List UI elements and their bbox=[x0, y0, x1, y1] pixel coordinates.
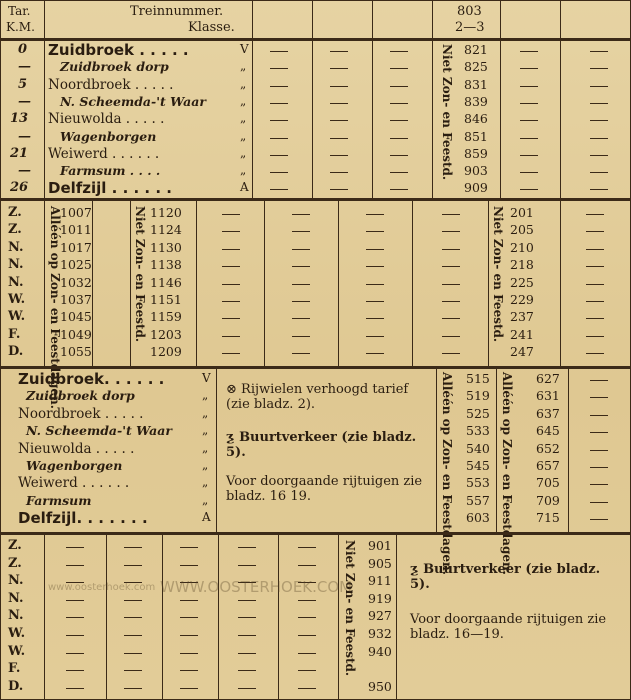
time-col1: 545 bbox=[466, 458, 490, 473]
dash-mark bbox=[238, 617, 256, 618]
km-value: — bbox=[18, 128, 31, 144]
dash-mark bbox=[66, 688, 84, 689]
station-name: Nieuwolda . . . . . bbox=[18, 440, 135, 457]
time-col2: 1159 bbox=[150, 309, 182, 325]
section4-note-buurtverkeer: ƺ Buurtverkeer (zie bladz. 5). bbox=[410, 562, 601, 592]
dash-mark bbox=[124, 653, 142, 654]
dash-mark bbox=[590, 189, 608, 190]
dash-mark bbox=[292, 214, 310, 215]
dash-mark bbox=[442, 301, 460, 302]
header-klasse: Klasse. bbox=[188, 20, 235, 35]
dash-mark bbox=[590, 51, 608, 52]
dash-mark bbox=[590, 138, 608, 139]
time-col: 950 bbox=[368, 678, 392, 694]
dash-mark bbox=[390, 189, 408, 190]
dash-mark bbox=[586, 301, 604, 302]
dash-mark bbox=[330, 172, 348, 173]
station-mark: V bbox=[240, 42, 249, 56]
time-col2: 631 bbox=[536, 388, 560, 404]
dash-mark bbox=[270, 51, 288, 52]
dash-mark bbox=[586, 249, 604, 250]
dash-mark bbox=[390, 86, 408, 87]
time-col3: 241 bbox=[510, 326, 534, 342]
time-col2: 1120 bbox=[150, 205, 182, 220]
station-mark: „ bbox=[240, 145, 247, 160]
header-train-number: 803 bbox=[457, 4, 482, 19]
dash-mark bbox=[298, 617, 316, 618]
station-name: Delfzijl. . . . . . . bbox=[18, 509, 148, 528]
station-name: Nieuwolda . . . . . bbox=[48, 111, 165, 128]
time-col2: 1151 bbox=[150, 292, 182, 307]
dash-mark bbox=[590, 86, 608, 87]
dash-mark bbox=[442, 231, 460, 232]
header-tar: Tar. bbox=[8, 4, 31, 18]
section4-note-niet-zon: Niet Zon- en Feestd. bbox=[343, 540, 357, 677]
dash-mark bbox=[390, 155, 408, 156]
dash-mark bbox=[330, 155, 348, 156]
dash-mark bbox=[366, 266, 384, 267]
station-letter: Z. bbox=[8, 205, 22, 220]
station-name: Zuidbroek . . . . . bbox=[48, 41, 189, 59]
dash-mark bbox=[442, 214, 460, 215]
station-mark: „ bbox=[240, 128, 247, 143]
km-value: 0 bbox=[18, 42, 28, 57]
time-col: 911 bbox=[368, 573, 392, 589]
dash-mark bbox=[292, 301, 310, 302]
dash-mark bbox=[292, 266, 310, 267]
dash-mark bbox=[590, 155, 608, 156]
dash-mark bbox=[292, 318, 310, 319]
dash-mark bbox=[586, 353, 604, 354]
time-803: 909 bbox=[464, 180, 488, 196]
km-value: — bbox=[18, 59, 31, 75]
station-name: Zuidbroek. . . . . . bbox=[18, 370, 165, 388]
dash-mark bbox=[442, 353, 460, 354]
station-name: Delfzijl . . . . . . bbox=[48, 179, 172, 198]
dash-mark bbox=[520, 103, 538, 104]
dash-mark bbox=[270, 155, 288, 156]
time-col1: 1007 bbox=[60, 205, 92, 220]
time-col1: 1037 bbox=[60, 292, 92, 307]
station-mark: V bbox=[202, 371, 211, 385]
dash-mark bbox=[390, 138, 408, 139]
dash-mark bbox=[66, 600, 84, 601]
station-mark: „ bbox=[202, 440, 209, 455]
dash-mark bbox=[270, 189, 288, 190]
time-col2: 1130 bbox=[150, 239, 182, 255]
time-col2: 657 bbox=[536, 458, 560, 473]
station-mark: „ bbox=[202, 458, 209, 472]
time-col1: 1011 bbox=[60, 222, 92, 238]
dash-mark bbox=[520, 189, 538, 190]
station-name: N. Scheemda-'t Waar bbox=[26, 423, 172, 439]
dash-mark bbox=[590, 519, 608, 520]
dash-mark bbox=[366, 318, 384, 319]
time-col3: 237 bbox=[510, 309, 534, 325]
dash-mark bbox=[222, 301, 240, 302]
time-803: 903 bbox=[464, 163, 488, 179]
dash-mark bbox=[520, 86, 538, 87]
dash-mark bbox=[222, 249, 240, 250]
dash-mark bbox=[124, 565, 142, 566]
dash-mark bbox=[330, 51, 348, 52]
dash-mark bbox=[590, 484, 608, 485]
station-name: Weiwerd . . . . . . bbox=[48, 145, 160, 162]
dash-mark bbox=[590, 103, 608, 104]
dash-mark bbox=[390, 172, 408, 173]
time-col1: 1049 bbox=[60, 326, 92, 342]
dash-mark bbox=[330, 189, 348, 190]
time-col2: 645 bbox=[536, 423, 560, 439]
dash-mark bbox=[520, 138, 538, 139]
time-col1: 519 bbox=[466, 388, 490, 404]
time-col: 901 bbox=[368, 538, 392, 553]
time-col2: 709 bbox=[536, 492, 560, 508]
dash-mark bbox=[330, 120, 348, 121]
dash-mark bbox=[180, 617, 198, 618]
dash-mark bbox=[298, 670, 316, 671]
time-col3: 201 bbox=[510, 205, 534, 220]
station-mark: „ bbox=[240, 163, 247, 178]
time-col1: 557 bbox=[466, 492, 490, 508]
section3-note-buurtverkeer: ƺ Buurtverkeer (zie bladz. 5). bbox=[226, 430, 417, 460]
station-letter: N. bbox=[8, 590, 24, 606]
time-col2: 1138 bbox=[150, 257, 182, 273]
dash-mark bbox=[298, 653, 316, 654]
time-col3: 218 bbox=[510, 257, 534, 273]
dash-mark bbox=[66, 617, 84, 618]
station-letter: W. bbox=[8, 626, 26, 641]
time-col1: 1025 bbox=[60, 257, 92, 273]
dash-mark bbox=[180, 653, 198, 654]
dash-mark bbox=[270, 172, 288, 173]
km-value: 5 bbox=[18, 76, 28, 92]
dash-mark bbox=[586, 284, 604, 285]
dash-mark bbox=[270, 138, 288, 139]
dash-mark bbox=[180, 547, 198, 548]
dash-mark bbox=[180, 670, 198, 671]
station-letter: Z. bbox=[8, 538, 22, 553]
station-name: Zuidbroek dorp bbox=[26, 388, 135, 404]
time-col2: 705 bbox=[536, 475, 560, 491]
station-letter: W. bbox=[8, 309, 26, 325]
header-treinnummer: Treinnummer. bbox=[130, 4, 224, 19]
time-col3: 247 bbox=[510, 344, 534, 360]
header-class: 2—3 bbox=[455, 20, 485, 35]
station-letter: D. bbox=[8, 344, 24, 360]
dash-mark bbox=[292, 353, 310, 354]
time-col: 932 bbox=[368, 626, 392, 641]
time-col3: 225 bbox=[510, 274, 534, 290]
time-col1: 1032 bbox=[60, 274, 92, 290]
station-letter: W. bbox=[8, 643, 26, 659]
dash-mark bbox=[520, 120, 538, 121]
dash-mark bbox=[590, 467, 608, 468]
station-name: Farmsum bbox=[26, 492, 92, 508]
time-803: 831 bbox=[464, 76, 488, 92]
dash-mark bbox=[442, 336, 460, 337]
station-mark: „ bbox=[202, 423, 209, 438]
station-mark: „ bbox=[240, 93, 247, 108]
time-col2: 1124 bbox=[150, 222, 182, 238]
dash-mark bbox=[124, 547, 142, 548]
dash-mark bbox=[586, 214, 604, 215]
dash-mark bbox=[298, 565, 316, 566]
dash-mark bbox=[270, 103, 288, 104]
km-value: 13 bbox=[10, 111, 29, 127]
time-803: 851 bbox=[464, 128, 488, 144]
dash-mark bbox=[180, 635, 198, 636]
km-value: — bbox=[18, 93, 31, 109]
dash-mark bbox=[442, 284, 460, 285]
dash-mark bbox=[520, 172, 538, 173]
dash-mark bbox=[390, 120, 408, 121]
section1-note-niet-zon: Niet Zon- en Feestd. bbox=[440, 44, 454, 181]
station-letter: N. bbox=[8, 573, 24, 589]
station-letter: Z. bbox=[8, 222, 22, 238]
dash-mark bbox=[330, 86, 348, 87]
dash-mark bbox=[586, 231, 604, 232]
station-mark: „ bbox=[202, 475, 209, 490]
km-value: 26 bbox=[10, 180, 29, 196]
time-col: 905 bbox=[368, 555, 392, 571]
header-km: K.M. bbox=[6, 20, 35, 34]
time-col2: 715 bbox=[536, 510, 560, 526]
station-name: N. Scheemda-'t Waar bbox=[60, 93, 206, 109]
section3-note-zon-1: Alléén op Zon- en Feestdagen. bbox=[440, 372, 454, 575]
dash-mark bbox=[66, 565, 84, 566]
dash-mark bbox=[238, 688, 256, 689]
time-col2: 1203 bbox=[150, 326, 182, 342]
dash-mark bbox=[66, 653, 84, 654]
time-col1: 525 bbox=[466, 405, 490, 421]
station-name: Wagenborgen bbox=[26, 458, 123, 473]
dash-mark bbox=[292, 249, 310, 250]
dash-mark bbox=[298, 547, 316, 548]
dash-mark bbox=[366, 231, 384, 232]
station-name: Wagenborgen bbox=[60, 128, 157, 144]
dash-mark bbox=[590, 397, 608, 398]
dash-mark bbox=[520, 155, 538, 156]
dash-mark bbox=[270, 86, 288, 87]
watermark-small: www.oosterhoek.com bbox=[48, 582, 156, 593]
dash-mark bbox=[442, 318, 460, 319]
station-mark: „ bbox=[240, 111, 247, 126]
dash-mark bbox=[222, 231, 240, 232]
station-letter: N. bbox=[8, 274, 24, 290]
dash-mark bbox=[238, 635, 256, 636]
dash-mark bbox=[238, 547, 256, 548]
dash-mark bbox=[238, 670, 256, 671]
time-col1: 540 bbox=[466, 440, 490, 456]
dash-mark bbox=[298, 635, 316, 636]
dash-mark bbox=[520, 68, 538, 69]
dash-mark bbox=[298, 600, 316, 601]
watermark-large: WWW.OOSTERHOEK.COM bbox=[160, 578, 353, 596]
dash-mark bbox=[124, 635, 142, 636]
dash-mark bbox=[222, 266, 240, 267]
dash-mark bbox=[366, 301, 384, 302]
dash-mark bbox=[590, 450, 608, 451]
station-mark: „ bbox=[202, 388, 209, 403]
time-col2: 1146 bbox=[150, 274, 182, 290]
dash-mark bbox=[180, 688, 198, 689]
dash-mark bbox=[292, 231, 310, 232]
dash-mark bbox=[590, 120, 608, 121]
dash-mark bbox=[590, 380, 608, 381]
station-mark: A bbox=[240, 180, 249, 195]
dash-mark bbox=[366, 336, 384, 337]
dash-mark bbox=[222, 214, 240, 215]
dash-mark bbox=[66, 635, 84, 636]
dash-mark bbox=[590, 502, 608, 503]
time-803: 825 bbox=[464, 59, 488, 75]
dash-mark bbox=[366, 249, 384, 250]
time-col3: 205 bbox=[510, 222, 534, 238]
time-803: 821 bbox=[464, 42, 488, 57]
dash-mark bbox=[330, 68, 348, 69]
dash-mark bbox=[590, 415, 608, 416]
dash-mark bbox=[586, 318, 604, 319]
section2-note-niet-zon-2: Niet Zon- en Feestd. bbox=[491, 206, 505, 343]
station-letter: D. bbox=[8, 678, 24, 694]
time-col: 927 bbox=[368, 608, 392, 624]
time-803: 839 bbox=[464, 93, 488, 109]
station-name: Farmsum . . . . bbox=[60, 163, 161, 179]
time-col3: 229 bbox=[510, 292, 534, 307]
time-col2: 1209 bbox=[150, 344, 182, 360]
dash-mark bbox=[238, 600, 256, 601]
dash-mark bbox=[298, 688, 316, 689]
section4-note-doorgaande: Voor doorgaande rijtuigen zie bladz. 16—19. bbox=[410, 612, 607, 642]
station-letter: Z. bbox=[8, 555, 22, 571]
dash-mark bbox=[366, 353, 384, 354]
section3-note-rijwielen: ⊗ Rijwielen verhoogd tarief (zie bladz. 2). bbox=[226, 382, 409, 412]
time-col2: 652 bbox=[536, 440, 560, 456]
dash-mark bbox=[520, 51, 538, 52]
time-col1: 515 bbox=[466, 371, 490, 386]
station-letter: N. bbox=[8, 239, 24, 255]
time-803: 859 bbox=[464, 145, 488, 161]
time-col2: 627 bbox=[536, 371, 560, 386]
station-name: Zuidbroek dorp bbox=[60, 59, 169, 75]
dash-mark bbox=[222, 353, 240, 354]
time-col1: 1017 bbox=[60, 239, 92, 255]
dash-mark bbox=[270, 68, 288, 69]
dash-mark bbox=[590, 432, 608, 433]
km-value: 21 bbox=[10, 145, 29, 161]
section2-note-niet-zon-1: Niet Zon- en Feestd. bbox=[133, 206, 147, 343]
dash-mark bbox=[330, 138, 348, 139]
station-name: Noordbroek . . . . . bbox=[18, 405, 144, 422]
station-mark: „ bbox=[202, 405, 209, 420]
time-col1: 533 bbox=[466, 423, 490, 439]
dash-mark bbox=[222, 284, 240, 285]
km-value: — bbox=[18, 163, 31, 179]
dash-mark bbox=[390, 68, 408, 69]
dash-mark bbox=[586, 266, 604, 267]
section3-note-zon-2: Alléén op Zon- en Feestdagen. bbox=[500, 372, 514, 575]
dash-mark bbox=[590, 68, 608, 69]
dash-mark bbox=[238, 653, 256, 654]
dash-mark bbox=[390, 103, 408, 104]
station-mark: A bbox=[202, 510, 211, 525]
section3-note-doorgaande: Voor doorgaande rijtuigen zie bladz. 16 19. bbox=[226, 474, 423, 504]
time-col1: 603 bbox=[466, 510, 490, 526]
time-col1: 1055 bbox=[60, 344, 92, 360]
dash-mark bbox=[270, 120, 288, 121]
station-name: Weiwerd . . . . . . bbox=[18, 475, 130, 492]
dash-mark bbox=[390, 51, 408, 52]
dash-mark bbox=[292, 336, 310, 337]
time-col1: 553 bbox=[466, 475, 490, 491]
dash-mark bbox=[292, 284, 310, 285]
dash-mark bbox=[442, 266, 460, 267]
dash-mark bbox=[586, 336, 604, 337]
dash-mark bbox=[366, 284, 384, 285]
dash-mark bbox=[124, 688, 142, 689]
station-mark: „ bbox=[240, 76, 247, 91]
dash-mark bbox=[124, 617, 142, 618]
dash-mark bbox=[66, 547, 84, 548]
station-mark: „ bbox=[240, 59, 247, 74]
dash-mark bbox=[180, 600, 198, 601]
dash-mark bbox=[222, 318, 240, 319]
dash-mark bbox=[442, 249, 460, 250]
dash-mark bbox=[222, 336, 240, 337]
time-col2: 637 bbox=[536, 405, 560, 421]
station-letter: N. bbox=[8, 608, 24, 624]
station-name: Noordbroek . . . . . bbox=[48, 76, 174, 93]
station-letter: N. bbox=[8, 257, 24, 273]
time-803: 846 bbox=[464, 111, 488, 127]
station-letter: F. bbox=[8, 326, 21, 342]
station-mark: „ bbox=[202, 492, 209, 507]
dash-mark bbox=[124, 600, 142, 601]
dash-mark bbox=[66, 670, 84, 671]
section2-note-zon: Alléén op Zon- en Feestdagen. bbox=[48, 206, 62, 409]
time-col3: 210 bbox=[510, 239, 534, 255]
dash-mark bbox=[366, 214, 384, 215]
time-col1: 1045 bbox=[60, 309, 92, 325]
dash-mark bbox=[180, 565, 198, 566]
station-letter: F. bbox=[8, 661, 21, 677]
station-letter: W. bbox=[8, 292, 26, 307]
dash-mark bbox=[590, 172, 608, 173]
dash-mark bbox=[330, 103, 348, 104]
dash-mark bbox=[238, 565, 256, 566]
time-col: 919 bbox=[368, 590, 392, 606]
time-col: 940 bbox=[368, 643, 392, 659]
dash-mark bbox=[124, 670, 142, 671]
